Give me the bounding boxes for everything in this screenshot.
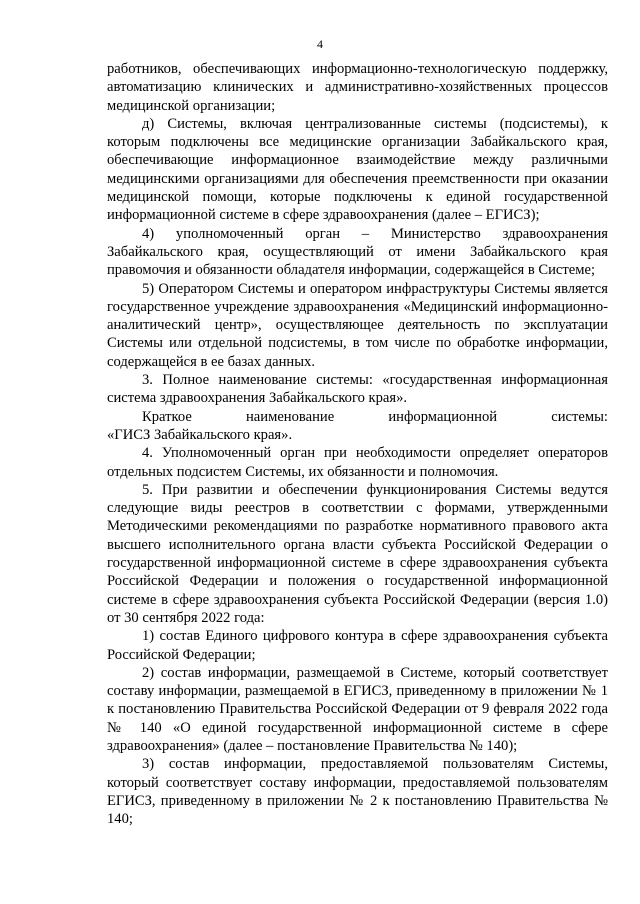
short-name-value: «ГИСЗ Забайкальского края». — [107, 426, 293, 443]
paragraph-3-full-name: 3. Полное наименование системы: «государственная информационная система здравоохранения Забайкальского края». — [107, 372, 608, 407]
paragraph-d-systems: д) Системы, включая централизованные системы (подсистемы), к которым подключены все медицинские организации Забайкальского края, обеспечивающие информационное взаимодействие между различными медицинскими организациями для обеспечения преемственности при оказании медицинской помощи, которые подключены к единой государственной информационной системе в сфере здравоохранения (далее – ЕГИСЗ); — [107, 115, 608, 224]
list-item-2: 2) состав информации, размещаемой в Системе, который соответствует составу информации, размещаемой в ЕГИСЗ, приведенному в приложении № 1 к постановлению Правительства Российской Федерации от 9 февраля 2022 года № 140 «О единой государственной информационной системе в сфере здравоохранения» (далее – постановление Правительства № 140); — [107, 664, 608, 754]
page-number: 4 — [317, 37, 323, 51]
short-name-word-1: Краткое — [142, 408, 192, 425]
paragraph-5-registries: 5. При развитии и обеспечении функционирования Системы ведутся следующие виды реестров в соответствии с формами, утвержденными Методическими рекомендациями по разработке нормативного правового акта высшего исполнительного органа власти субъекта Российской Федерации о государственной информационной системе в сфере здравоохранения субъекта Российской Федерации и положения о государственной информационной системе в сфере здравоохранения субъекта Российской Федерации (версия 1.0) от 30 сентября 2022 года: — [107, 481, 608, 626]
list-item-3: 3) состав информации, предоставляемой пользователям Системы, который соответствует составу информации, предоставляемой пользователям ЕГИСЗ, приведенному в приложении № 2 к постановлению Правительства № 140; — [107, 756, 608, 828]
paragraph-4-operators: 4. Уполномоченный орган при необходимости определяет операторов отдельных подсистем Системы, их обязанности и полномочия. — [107, 445, 608, 480]
paragraph-5-operator: 5) Оператором Системы и оператором инфраструктуры Системы является государственное учреждение здравоохранения «Медицинский информационно-аналитический центр», осуществляющее деятельность по эксплуатации Системы или отдельной подсистемы, в том числе по обработке информации, содержащейся в ее базах данных. — [107, 280, 608, 370]
paragraph-4-authorized-body: 4) уполномоченный орган – Министерство здравоохранения Забайкальского края, осуществляющий от имени Забайкальского края правомочия и обязанности обладателя информации, содержащейся в Системе; — [107, 225, 608, 279]
short-name-word-4: системы: — [551, 408, 608, 425]
short-name-word-3: информационной — [388, 408, 498, 425]
list-item-1: 1) состав Единого цифрового контура в сфере здравоохранения субъекта Российской Федерации; — [107, 628, 608, 663]
paragraph-continuation: работников, обеспечивающих информационно-технологическую поддержку, автоматизацию клинических и административно-хозяйственных процессов медицинской организации; — [107, 61, 608, 114]
document-body — [107, 60, 608, 828]
short-name-line — [107, 408, 608, 426]
short-name-word-2: наименование — [245, 408, 335, 425]
